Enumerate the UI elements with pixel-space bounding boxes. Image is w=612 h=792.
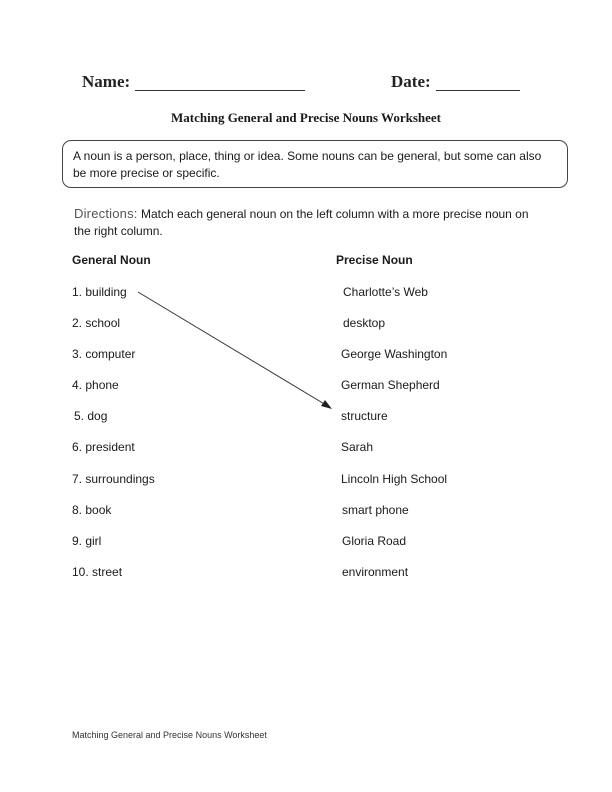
- precise-noun-item: German Shepherd: [341, 378, 440, 392]
- general-noun-item: 1. building: [72, 285, 127, 299]
- definition-text: A noun is a person, place, thing or idea. Some nouns can be general, but some can also be more precise or specific.: [73, 149, 542, 180]
- precise-noun-item: Lincoln High School: [341, 472, 448, 486]
- general-noun-item: 9. girl: [72, 534, 102, 548]
- directions-label: Directions:: [74, 206, 138, 221]
- general-noun-header: General Noun: [72, 253, 151, 267]
- precise-noun-item: Charlotte’s Web: [343, 285, 428, 299]
- general-noun-item: 2. school: [72, 316, 121, 330]
- general-noun-item: 6. president: [72, 440, 135, 454]
- date-label: Date:: [391, 72, 431, 91]
- general-noun-item: 5. dog: [74, 409, 108, 423]
- general-noun-item: 7. surroundings: [72, 472, 155, 486]
- precise-noun-item: environment: [342, 565, 409, 579]
- precise-noun-item: George Washington: [341, 347, 448, 361]
- name-label: Name:: [82, 72, 131, 91]
- general-noun-item: 8. book: [72, 503, 112, 517]
- worksheet-title: Matching General and Precise Nouns Worksheet: [171, 110, 441, 125]
- general-noun-item: 3. computer: [72, 347, 136, 361]
- precise-noun-item: Gloria Road: [342, 534, 407, 548]
- precise-noun-item: desktop: [343, 316, 386, 330]
- directions-text: Match each general noun on the left column with a more precise noun on the right column.: [74, 207, 529, 238]
- general-noun-item: 4. phone: [72, 378, 119, 392]
- precise-noun-item: structure: [341, 409, 388, 423]
- footer-text: Matching General and Precise Nouns Worksheet: [72, 730, 267, 740]
- precise-noun-header: Precise Noun: [336, 253, 413, 267]
- precise-noun-item: smart phone: [342, 503, 409, 517]
- precise-noun-item: Sarah: [341, 440, 374, 454]
- general-noun-item: 10. street: [72, 565, 123, 579]
